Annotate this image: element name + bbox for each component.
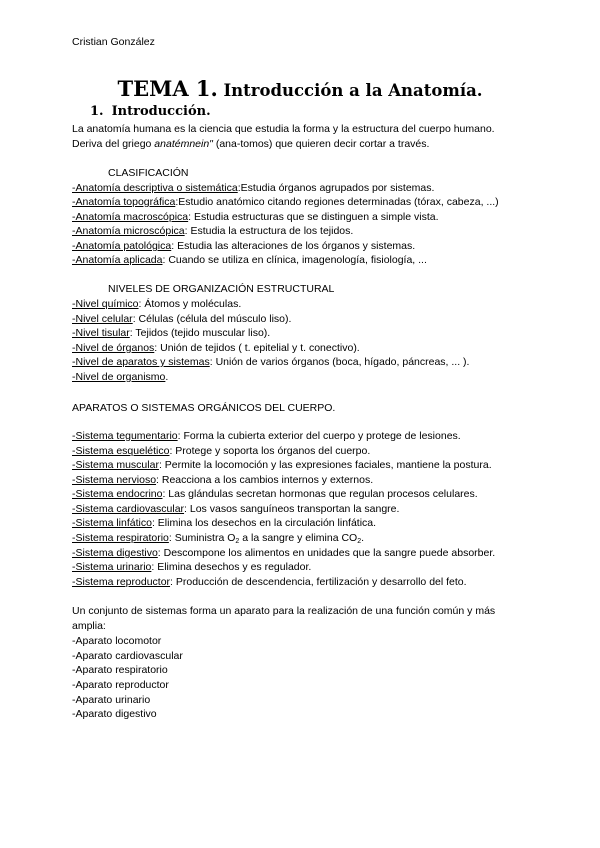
list-item bbox=[72, 239, 415, 253]
list-item bbox=[72, 355, 469, 369]
item-term: -Sistema endocrino bbox=[72, 488, 163, 500]
intro-text: (ana-tomos) que quieren decir cortar a través. bbox=[212, 138, 430, 150]
item-term: -Nivel de organismo bbox=[72, 371, 166, 383]
item-desc: : Células (célula del músculo liso). bbox=[132, 313, 292, 325]
section-title: Introducción. bbox=[111, 104, 211, 119]
item-desc: . bbox=[165, 371, 169, 383]
intro-line-2 bbox=[72, 137, 429, 151]
item-term: -Sistema urinario bbox=[72, 561, 152, 573]
item-desc: : Átomos y moléculas. bbox=[138, 298, 242, 310]
list-item bbox=[72, 210, 439, 224]
item-term: -Nivel de órganos bbox=[72, 342, 155, 354]
item-desc: : Los vasos sanguíneos transportan la sangre. bbox=[184, 503, 400, 515]
list-item bbox=[72, 560, 311, 574]
item-term: -Sistema nervioso bbox=[72, 474, 157, 486]
item-desc: : Suministra O bbox=[168, 532, 236, 544]
item-desc: : Permite la locomoción y las expresiones faciales, mantiene la postura. bbox=[158, 459, 492, 471]
conjunto-line-1: Un conjunto de sistemas forma un aparato para la realización de una función común y más bbox=[72, 605, 496, 617]
item-desc: : Elimina los desechos en la circulación linfática. bbox=[151, 517, 377, 529]
item-desc: : Unión de tejidos ( t. epitelial y t. conectivo). bbox=[154, 342, 360, 354]
item-desc: : Cuando se utiliza en clínica, imagenología, fisiología, ... bbox=[162, 254, 427, 266]
list-item bbox=[72, 458, 492, 472]
item-desc: : Estudia la estructura de los tejidos. bbox=[184, 225, 354, 237]
item-term: -Anatomía microscópica bbox=[72, 225, 185, 237]
item-desc: . bbox=[361, 532, 365, 544]
item-term: -Nivel de aparatos y sistemas bbox=[72, 356, 210, 368]
title-main: TEMA 1. bbox=[117, 76, 218, 101]
item-desc: : Producción de descendencia, fertilización y desarrollo del feto. bbox=[170, 576, 467, 588]
list-item bbox=[72, 253, 427, 267]
item-term: -Anatomía descriptiva o sistemática bbox=[72, 182, 238, 194]
list-item bbox=[72, 312, 291, 326]
item-desc: :Estudio anatómico citando regiones determinadas (tórax, cabeza, ...) bbox=[175, 196, 499, 208]
subscript: 2 bbox=[357, 538, 362, 545]
item-term: -Nivel químico bbox=[72, 298, 139, 310]
item-desc: : Forma la cubierta exterior del cuerpo y protege de lesiones. bbox=[177, 430, 461, 442]
list-item bbox=[72, 370, 168, 384]
item-desc: : Protege y soporta los órganos del cuerpo. bbox=[169, 445, 371, 457]
item-desc: : Reacciona a los cambios internos y externos. bbox=[156, 474, 374, 486]
item-desc: : Descompone los alimentos en unidades que la sangre puede absorber. bbox=[157, 547, 496, 559]
intro-line-1: La anatomía humana es la ciencia que estudia la forma y la estructura del cuerpo humano. bbox=[72, 123, 495, 135]
list-item bbox=[72, 429, 461, 443]
aparato-item: -Aparato urinario bbox=[72, 694, 151, 706]
section-number: 1. bbox=[90, 104, 104, 119]
intro-text: Deriva del griego bbox=[72, 138, 155, 150]
item-term: -Sistema muscular bbox=[72, 459, 159, 471]
aparato-item: -Aparato respiratorio bbox=[72, 664, 168, 676]
item-term: -Nivel celular bbox=[72, 313, 133, 325]
item-desc: a la sangre y elimina CO bbox=[239, 532, 358, 544]
list-item bbox=[72, 224, 353, 238]
item-term: -Anatomía aplicada bbox=[72, 254, 163, 266]
item-term: -Sistema cardiovascular bbox=[72, 503, 185, 515]
aparato-item: -Aparato locomotor bbox=[72, 635, 162, 647]
author-name: Cristian González bbox=[72, 36, 155, 48]
aparato-item: -Aparato cardiovascular bbox=[72, 650, 183, 662]
item-desc: :Estudia órganos agrupados por sistemas. bbox=[237, 182, 435, 194]
list-item bbox=[72, 195, 499, 209]
item-desc: : Las glándulas secretan hormonas que regulan procesos celulares. bbox=[162, 488, 478, 500]
list-item bbox=[72, 502, 399, 516]
list-item bbox=[72, 487, 478, 501]
list-item bbox=[72, 575, 467, 589]
section-heading bbox=[90, 104, 211, 119]
list-item bbox=[72, 326, 270, 340]
list-item bbox=[72, 516, 376, 530]
item-term: -Anatomía macroscópica bbox=[72, 211, 189, 223]
document-title bbox=[0, 76, 600, 101]
aparato-item: -Aparato digestivo bbox=[72, 708, 157, 720]
item-desc: : Estudia estructuras que se distinguen a simple vista. bbox=[188, 211, 439, 223]
title-rest: Introducción a la Anatomía. bbox=[223, 81, 483, 100]
item-desc: : Elimina desechos y es regulador. bbox=[151, 561, 312, 573]
item-term: -Sistema reproductor bbox=[72, 576, 171, 588]
item-desc: : Unión de varios órganos (boca, hígado, páncreas, ... ). bbox=[209, 356, 470, 368]
item-term: -Sistema linfático bbox=[72, 517, 152, 529]
list-item bbox=[72, 297, 241, 311]
aparato-item: -Aparato reproductor bbox=[72, 679, 169, 691]
clasificacion-heading: CLASIFICACIÓN bbox=[108, 167, 189, 179]
item-term: -Sistema respiratorio bbox=[72, 532, 169, 544]
subscript: 2 bbox=[235, 538, 240, 545]
list-item bbox=[72, 181, 434, 195]
aparatos-heading: APARATOS O SISTEMAS ORGÁNICOS DEL CUERPO. bbox=[72, 402, 336, 414]
item-term: -Anatomía patológica bbox=[72, 240, 172, 252]
list-item bbox=[72, 444, 370, 458]
item-term: -Sistema esquelético bbox=[72, 445, 170, 457]
list-item bbox=[72, 341, 360, 355]
item-desc: : Estudia las alteraciones de los órganos y sistemas. bbox=[171, 240, 416, 252]
item-term: -Sistema digestivo bbox=[72, 547, 158, 559]
list-item bbox=[72, 473, 373, 487]
greek-term: anatémnein" bbox=[154, 138, 213, 150]
niveles-heading: NIVELES DE ORGANIZACIÓN ESTRUCTURAL bbox=[108, 283, 335, 295]
item-term: -Anatomía topográfica bbox=[72, 196, 176, 208]
item-desc: : Tejidos (tejido muscular liso). bbox=[129, 327, 271, 339]
conjunto-line-2: amplia: bbox=[72, 620, 106, 632]
item-term: -Nivel tisular bbox=[72, 327, 130, 339]
list-item bbox=[72, 546, 495, 560]
item-term: -Sistema tegumentario bbox=[72, 430, 178, 442]
